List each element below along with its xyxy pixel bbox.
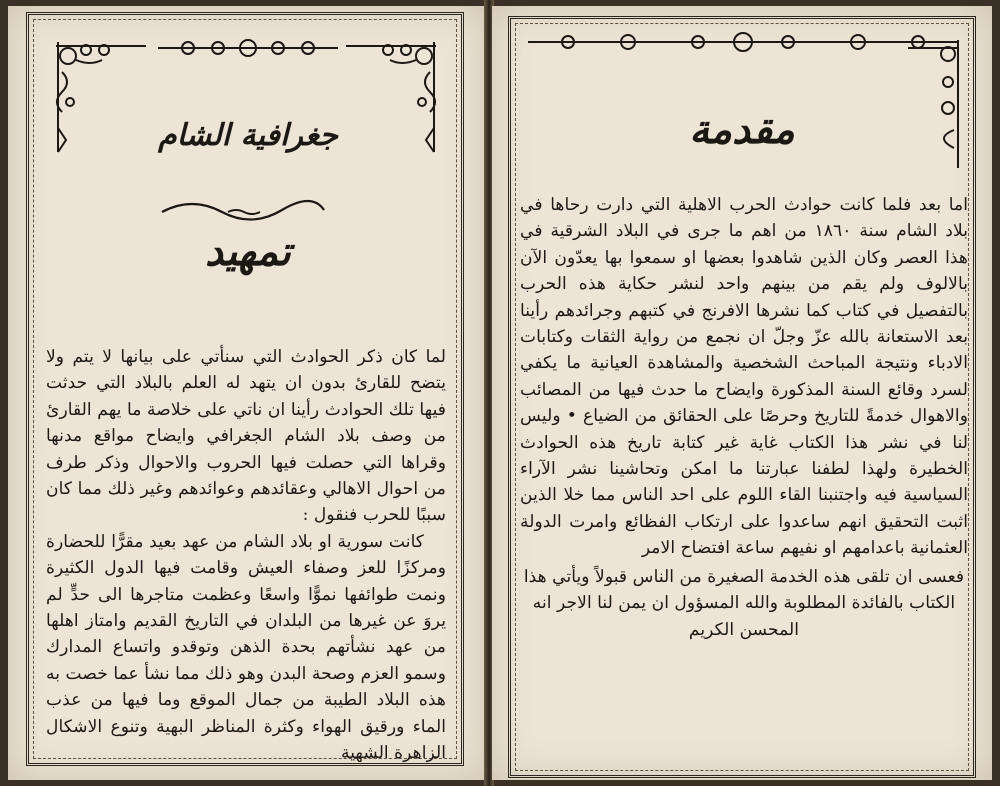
paragraph: لما كان ذكر الحوادث التي سنأتي على بيانها لا يتم ولا يتضح للقارئ بدون ان يتهد له العلم بالبلاد التي حدثت فيها تلك الحوادث رأينا ان ناتي على خلاصة ما يهم القارئ من وصف بلاد الشام الجغرافي وايضاح مواقع مدنها وقراها التي حصلت فيها الحروب والاحوال وذكر طرف من احوال الاهالي وعقائدهم وعوائدهم وغير ذلك مما كان سببًا للحرب فنقول : bbox=[46, 347, 446, 526]
corner-ornament-icon bbox=[898, 34, 968, 174]
swash-divider-icon bbox=[158, 194, 328, 224]
section-title-block bbox=[642, 106, 842, 153]
right-body-text bbox=[520, 192, 968, 643]
closing-paragraph: فعسى ان تلقى هذه الخدمة الصغيرة من الناس قبولاً ويأتي هذا الكتاب بالفائدة المطلوبة والله المسؤول ان يمن لنا الاجر انه المحسن الكريم bbox=[523, 566, 965, 640]
section-title: مقدمة bbox=[689, 106, 795, 153]
top-ornament-icon bbox=[528, 28, 958, 58]
right-page bbox=[492, 6, 992, 780]
left-page bbox=[8, 6, 486, 780]
page-header: جغرافية الشام bbox=[158, 118, 338, 153]
left-body-text bbox=[46, 344, 446, 767]
section-title: تمهيد bbox=[205, 228, 291, 275]
paragraph: كانت سورية او بلاد الشام من عهد بعيد مقرًّا للحضارة ومركزًا للعز وصفاء العيش وقامت فيها الدول الكثيرة ونمت طوائفها نموًّا واسعًا وعظمت متاجرها الى حدٍّ لم يروَ عن غيرها من البلدان في التاريخ القديم وامتاز اهلها من عهد نشأتهم بحدة الذهن وتوقدو واتساع المدارك وسمو العزم وصحة البدن وهو ذلك مما نشأ عما خصت به هذه البلاد الطيبة من جمال الموقع وما فيها من عذب الماء ورقيق الهواء وكثرة المناظر البهية وتنوع الاشكال الزاهرة الشهية bbox=[46, 531, 446, 764]
paragraph: اما بعد فلما كانت حوادث الحرب الاهلية التي دارت رحاها في بلاد الشام سنة ١٨٦٠ من اهم ما جرى في البلاد الشرقية في هذا العصر وكان الذين شاهدوا بعضها او سمعوا بها يعدّون الآن بالالوف ولم يقم من بينهم واحد لنشر حكاية هذه الحرب بالتفصيل في كتاب كما نشرها الافرنج في كتبهم وجرائدهم رأينا بعد الاستعانة بالله عزّ وجلّ ان نجمع من رواية الثقات وكتابات الادباء ونتيجة المباحث الشخصية والمشاهدة العيانية ما يكفي لسرد وقائع السنة المذكورة وايضاح ما حدث فيها من المصائب والاهوال خدمةً للتاريخ وحرصًا على الحقائق من الضياع • وليس لنا في نشر هذا الكتاب غاية غير كتابة تاريخ هذه الحوادث الخطيرة ولهذا لطفنا عبارتنا ما امكن وتحاشينا نشر الآراء السياسية فيه واجتنبنا القاء اللوم على احد الناس مما خلا الذين اثبت التحقيق انهم ساعدوا على ارتكاب الفظائع وامرت الدولة العثمانية باعدامهم او نفيهم ساعة افتضاح الامر bbox=[520, 195, 968, 559]
section-title-block bbox=[148, 228, 348, 275]
top-ornament-icon bbox=[158, 36, 338, 60]
header-block bbox=[128, 118, 368, 153]
